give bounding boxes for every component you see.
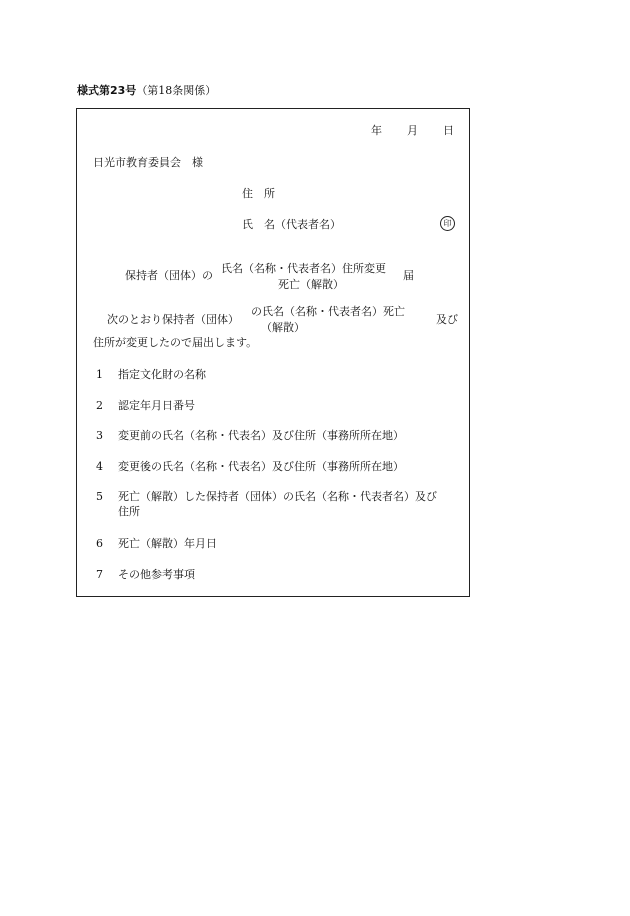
item-number: 6 bbox=[96, 537, 103, 550]
body-line1-option-dissolution: （解散） bbox=[261, 321, 305, 334]
item-text: 変更前の氏名（名称・代表名）及び住所（事務所所在地） bbox=[118, 429, 404, 442]
item-text: その他参考事項 bbox=[118, 568, 195, 581]
item-number: 5 bbox=[96, 490, 103, 503]
address-label: 住 所 bbox=[242, 187, 275, 200]
form-relation: （第18条関係） bbox=[136, 84, 217, 97]
name-label: 氏 名（代表者名） bbox=[242, 218, 341, 231]
item-number: 4 bbox=[96, 460, 103, 473]
body-line2: 住所が変更したので届出します。 bbox=[93, 336, 258, 349]
item-number: 1 bbox=[96, 368, 103, 381]
seal-mark: 印 bbox=[440, 216, 455, 231]
title-option-death: 死亡（解散） bbox=[278, 278, 344, 291]
title-option-name-change: 氏名（名称・代表者名）住所変更 bbox=[221, 262, 386, 275]
date-day: 日 bbox=[443, 124, 454, 137]
form-frame bbox=[76, 108, 470, 597]
body-line1-prefix: 次のとおり保持者（団体） bbox=[107, 313, 239, 326]
item-text: 認定年月日番号 bbox=[118, 399, 195, 412]
item-text: 変更後の氏名（名称・代表名）及び住所（事務所所在地） bbox=[118, 460, 404, 473]
body-line1-suffix: 及び bbox=[436, 313, 458, 326]
item-number: 2 bbox=[96, 399, 103, 412]
addressee: 日光市教育委員会 様 bbox=[93, 156, 203, 169]
item-number: 7 bbox=[96, 568, 103, 581]
form-number bbox=[77, 84, 216, 97]
item-text: 死亡（解散）年月日 bbox=[118, 537, 217, 550]
title-suffix: 届 bbox=[403, 269, 414, 282]
item-text: 指定文化財の名称 bbox=[118, 368, 206, 381]
date-year: 年 bbox=[371, 124, 382, 137]
title-prefix: 保持者（団体）の bbox=[125, 269, 213, 282]
item-text-continued: 住所 bbox=[118, 505, 140, 518]
item-number: 3 bbox=[96, 429, 103, 442]
item-text: 死亡（解散）した保持者（団体）の氏名（名称・代表者名）及び bbox=[118, 490, 437, 503]
date-month: 月 bbox=[407, 124, 418, 137]
body-line1-option-name: の氏名（名称・代表者名）死亡 bbox=[251, 305, 405, 318]
form-number-label: 様式第23号 bbox=[77, 84, 137, 97]
